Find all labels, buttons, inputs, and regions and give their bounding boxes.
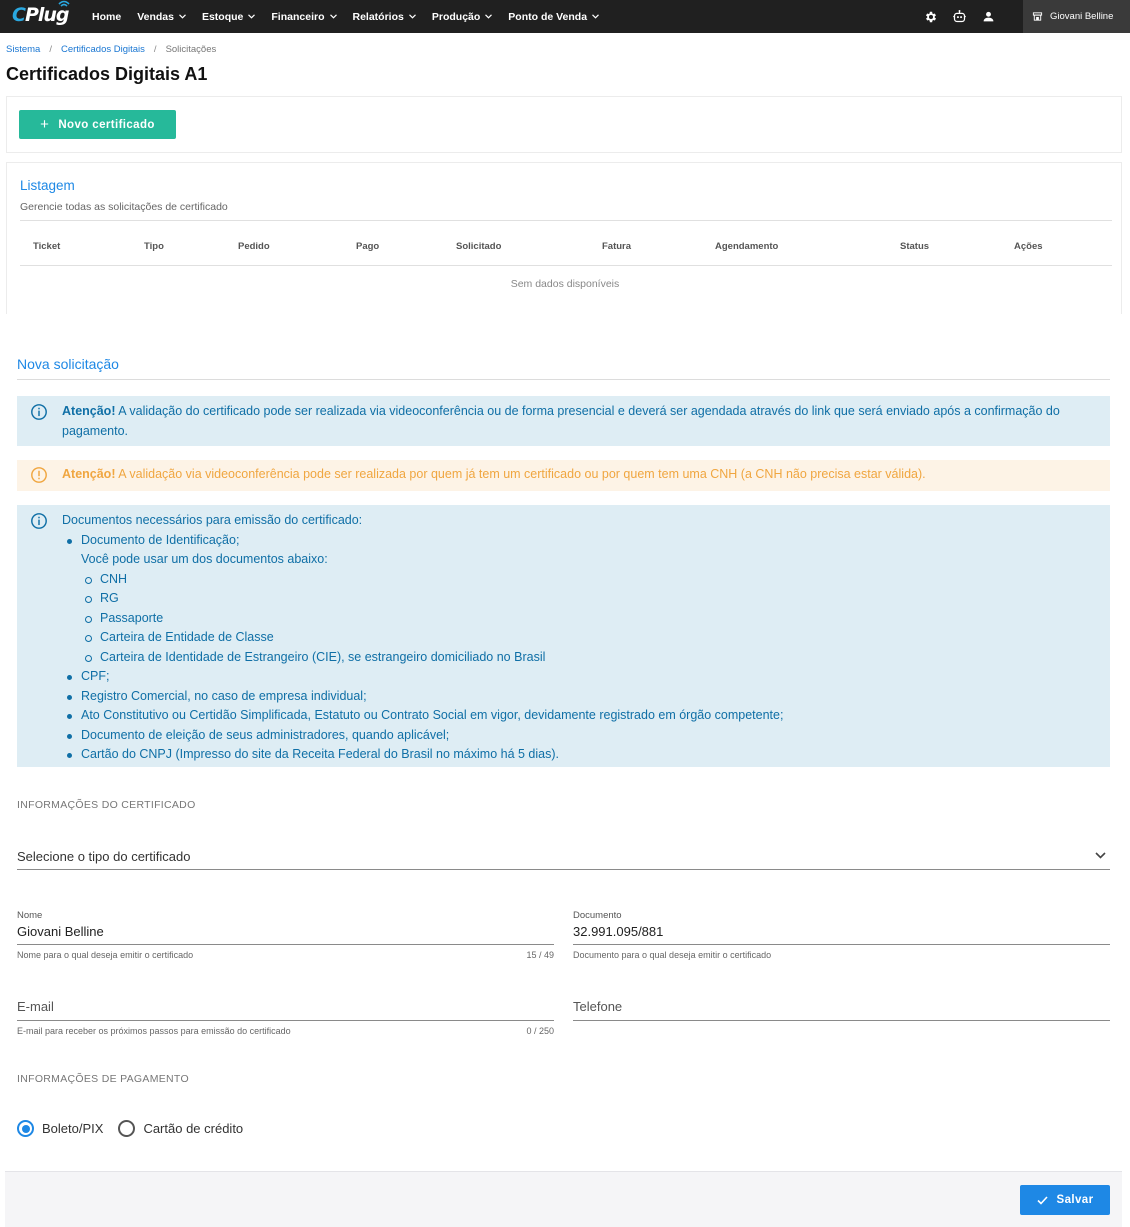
listing-card [6, 162, 1122, 314]
topbar-icons [916, 0, 1003, 33]
page-title: Certificados Digitais A1 [6, 64, 208, 84]
phone-input[interactable] [573, 996, 1110, 1021]
gear-icon [924, 10, 938, 24]
payment-section-heading: INFORMAÇÕES DE PAGAMENTO [17, 1073, 189, 1085]
nav-vendas[interactable] [129, 0, 194, 33]
document-input[interactable] [573, 922, 1110, 945]
actions-card [6, 96, 1122, 153]
nav-relatorios[interactable] [345, 0, 424, 33]
name-counter: 15 / 49 [526, 950, 554, 960]
user-icon [982, 10, 995, 23]
name-input[interactable] [17, 922, 554, 945]
robot-icon [952, 9, 967, 24]
new-certificate-label: Novo certificado [58, 118, 155, 131]
table-header-divider [20, 265, 1112, 266]
breadcrumb-separator: / [153, 44, 157, 55]
top-navbar [0, 0, 1130, 33]
assistant-button[interactable] [945, 0, 974, 33]
nav-ponto-de-venda-label: Ponto de Venda [508, 10, 588, 23]
list-item: Documento de Identificação; [62, 531, 1096, 551]
phone-input-label: Telefone [573, 999, 623, 1014]
column-header-pago[interactable]: Pago [356, 241, 380, 252]
wifi-icon [58, 0, 70, 8]
list-item: Passaporte [62, 609, 1096, 629]
company-selector[interactable] [1023, 0, 1130, 33]
email-input[interactable] [17, 996, 554, 1021]
radio-selected[interactable] [17, 1120, 34, 1137]
radio-unselected[interactable] [118, 1120, 135, 1137]
column-header-status[interactable]: Status [900, 241, 930, 252]
list-item: Documento de eleição de seus administradores, quando aplicável; [62, 726, 1096, 746]
info-alert [17, 396, 1110, 446]
list-item: CNH [62, 570, 1096, 590]
nav-ponto-de-venda[interactable] [500, 0, 607, 33]
chevron-down-icon [409, 14, 416, 19]
select-placeholder: Selecione o tipo do certificado [17, 849, 191, 864]
list-item: RG [62, 589, 1096, 609]
profile-button[interactable] [974, 0, 1003, 33]
documents-alert [17, 505, 1110, 767]
listing-subtitle: Gerencie todas as solicitações de certificado [20, 201, 228, 213]
info-icon [30, 512, 48, 530]
email-counter: 0 / 250 [526, 1026, 554, 1036]
nav-producao[interactable] [424, 0, 500, 33]
chevron-down-icon [592, 14, 599, 19]
email-hint: E-mail para receber os próximos passos para emissão do certificado [17, 1026, 291, 1036]
main-nav [84, 0, 607, 33]
warning-icon [30, 466, 48, 484]
column-header-solicitado[interactable]: Solicitado [456, 241, 502, 252]
breadcrumb-current: Solicitações [165, 44, 217, 55]
column-header-fatura[interactable]: Fatura [602, 241, 632, 252]
check-icon [1037, 1196, 1048, 1205]
certificate-type-select[interactable] [17, 844, 1110, 870]
name-hint: Nome para o qual deseja emitir o certificado [17, 950, 194, 960]
email-input-label: E-mail [17, 999, 54, 1014]
document-hint: Documento para o qual deseja emitir o certificado [573, 950, 772, 960]
nav-estoque-label: Estoque [201, 10, 244, 23]
name-field-label: Nome [17, 910, 43, 921]
nav-relatorios-label: Relatórios [352, 10, 404, 23]
logo-text: Plug [24, 4, 69, 26]
save-label: Salvar [1056, 1194, 1094, 1206]
listing-title: Listagem [20, 178, 75, 193]
cplug-logo[interactable] [12, 0, 82, 33]
list-item: Registro Comercial, no caso de empresa individual; [62, 687, 1096, 707]
chevron-down-icon [485, 14, 492, 19]
nav-home-label: Home [92, 10, 122, 23]
breadcrumb [6, 44, 216, 55]
list-item: Cartão do CNPJ (Impresso do site da Receita Federal do Brasil no máximo há 5 dias). [62, 745, 1096, 765]
payment-option-cartao[interactable] [118, 1120, 243, 1137]
breadcrumb-certificados[interactable]: Certificados Digitais [60, 44, 145, 55]
store-icon [1032, 11, 1043, 22]
alert-strong: Atenção! [62, 467, 116, 481]
column-header-ticket[interactable]: Ticket [33, 241, 61, 252]
chevron-down-icon [1095, 852, 1106, 859]
warning-alert [17, 460, 1110, 491]
alert-strong: Atenção! [62, 404, 116, 418]
new-certificate-button[interactable] [19, 110, 176, 139]
column-header-tipo[interactable]: Tipo [144, 241, 164, 252]
payment-option-boleto[interactable] [17, 1120, 103, 1137]
alert-text: A validação via videoconferência pode ser realizada por quem já tem um certificado ou por quem tem uma CNH (a CNH não precisa estar válida). [115, 467, 926, 481]
chevron-down-icon [330, 14, 337, 19]
user-name: Giovani Belline [1050, 11, 1114, 22]
breadcrumb-sistema[interactable]: Sistema [6, 44, 41, 55]
nav-estoque[interactable] [194, 0, 263, 33]
divider [20, 220, 1112, 221]
breadcrumb-separator: / [49, 44, 52, 55]
list-item: Carteira de Identidade de Estrangeiro (CIE), se estrangeiro domiciliado no Brasil [62, 648, 1096, 668]
nav-financeiro[interactable] [263, 0, 344, 33]
nav-vendas-label: Vendas [137, 10, 174, 23]
save-button[interactable] [1020, 1185, 1110, 1215]
list-item: Ato Constitutivo ou Certidão Simplificada, Estatuto ou Contrato Social em vigor, devidamente registrado em órgão competente; [62, 706, 1096, 726]
documents-intro: Documentos necessários para emissão do certificado: [62, 513, 363, 527]
chevron-down-icon [248, 14, 255, 19]
form-title: Nova solicitação [17, 356, 119, 372]
divider [17, 379, 1110, 380]
documents-list [62, 531, 1096, 765]
alert-text: A validação do certificado pode ser realizada via videoconferência ou de forma presencial e deverá ser agendada através do link que será enviado após a confirmação do pagamento. [62, 404, 1060, 438]
settings-button[interactable] [916, 0, 945, 33]
column-header-acoes: Ações [1014, 241, 1043, 252]
nav-financeiro-label: Financeiro [271, 10, 325, 23]
chevron-down-icon [179, 14, 186, 19]
list-item: CPF; [62, 667, 1096, 687]
list-item-note: Você pode usar um dos documentos abaixo: [81, 552, 328, 566]
info-icon [30, 403, 48, 421]
form-footer [5, 1171, 1122, 1227]
logo-prefix: C [12, 4, 25, 26]
document-field-label: Documento [573, 910, 622, 921]
document-input-value: 32.991.095/881 [573, 924, 664, 939]
plus-icon: + [40, 116, 50, 133]
payment-method-group [17, 1120, 243, 1137]
column-header-pedido[interactable]: Pedido [238, 241, 270, 252]
certificate-section-heading: INFORMAÇÕES DO CERTIFICADO [17, 799, 196, 811]
column-header-agendamento[interactable]: Agendamento [715, 241, 779, 252]
payment-option-label: Boleto/PIX [42, 1121, 104, 1136]
nav-home[interactable] [84, 0, 129, 33]
name-input-value: Giovani Belline [17, 924, 104, 939]
nav-producao-label: Produção [431, 10, 481, 23]
payment-option-label: Cartão de crédito [143, 1121, 244, 1136]
table-empty-message: Sem dados disponíveis [510, 278, 620, 290]
list-item: Carteira de Entidade de Classe [62, 628, 1096, 648]
